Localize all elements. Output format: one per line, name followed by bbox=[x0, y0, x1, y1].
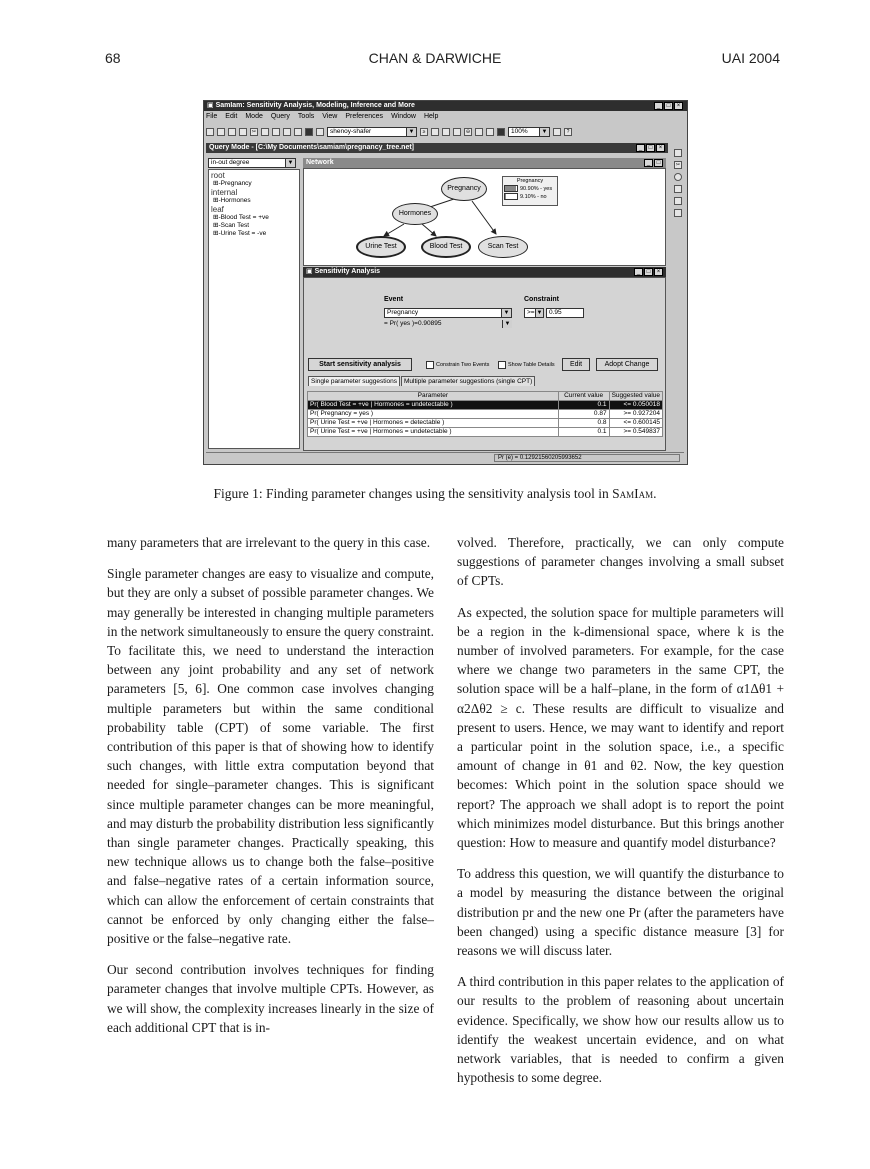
minimize-icon[interactable]: _ bbox=[634, 268, 643, 276]
left-column bbox=[107, 533, 434, 1049]
node-blood-label: Blood Test bbox=[429, 243, 463, 250]
constrain-two-events-option[interactable] bbox=[426, 361, 489, 369]
toolbar bbox=[206, 126, 684, 138]
constrain-two-events-checkbox[interactable] bbox=[426, 361, 434, 369]
ed-icon[interactable] bbox=[453, 128, 461, 136]
edge-pregnancy-scan bbox=[472, 201, 496, 234]
app-icon: ▣ bbox=[207, 102, 216, 109]
monitor-bar-yes bbox=[504, 185, 518, 192]
variable-tree bbox=[208, 169, 300, 449]
running-title: CHAN & DARWICHE bbox=[368, 50, 502, 66]
app-title: SamIam: Sensitivity Analysis, Modeling, Inference and More bbox=[215, 102, 415, 109]
menu-item[interactable]: File bbox=[206, 113, 218, 120]
chevron-down-icon: ▼ bbox=[502, 320, 512, 328]
edge-hormones-urine bbox=[384, 224, 404, 236]
paragraph: many parameters that are irrelevant to the query in this case. bbox=[107, 535, 431, 550]
table-row[interactable] bbox=[308, 410, 663, 419]
show-table-details-option[interactable] bbox=[498, 361, 555, 369]
query-window-title-bar bbox=[206, 143, 668, 153]
tree-item[interactable]: ⊞-Urine Test = -ve bbox=[213, 230, 267, 237]
new-icon[interactable] bbox=[206, 128, 214, 136]
node-scan-label: Scan Test bbox=[487, 243, 519, 250]
close-icon[interactable]: × bbox=[674, 102, 683, 110]
monitor-title: Pregnancy bbox=[516, 178, 544, 184]
maximize-icon[interactable]: □ bbox=[664, 102, 673, 110]
table-icon[interactable] bbox=[486, 128, 494, 136]
suggestions-table bbox=[307, 391, 663, 437]
network-window-controls bbox=[644, 159, 663, 167]
cut-icon[interactable]: ✂ bbox=[251, 129, 257, 135]
close-icon[interactable]: × bbox=[654, 268, 663, 276]
tree-category: leaf bbox=[211, 205, 224, 214]
cell-current: 0.8 bbox=[558, 419, 609, 428]
monitor-bar-yes-fill bbox=[505, 186, 516, 191]
cell-current: 0.1 bbox=[558, 428, 609, 437]
menu-item[interactable]: Preferences bbox=[345, 113, 384, 120]
chevron-down-icon: ▼ bbox=[285, 159, 295, 167]
menu-item[interactable]: Edit bbox=[225, 113, 238, 120]
col-suggested-value[interactable]: Suggested value bbox=[609, 392, 662, 401]
help-icon[interactable]: ? bbox=[564, 128, 572, 136]
close-icon[interactable]: × bbox=[656, 144, 665, 152]
show-table-details-checkbox[interactable] bbox=[498, 361, 506, 369]
event-label: Event bbox=[384, 296, 404, 303]
constraint-op-value: >= bbox=[527, 309, 535, 316]
link-icon[interactable] bbox=[674, 197, 682, 205]
fit-icon[interactable] bbox=[553, 128, 561, 136]
node-urine-test[interactable] bbox=[356, 236, 406, 258]
network-title: Network bbox=[306, 159, 334, 166]
sa-title: Sensitivity Analysis bbox=[314, 268, 381, 275]
constraint-op-select[interactable] bbox=[524, 308, 544, 318]
node-scan-test[interactable] bbox=[478, 236, 528, 258]
paragraph: volved. Therefore, practically, we can only compute suggestions of parameter changes involving a small subset of CPTs. bbox=[457, 535, 784, 589]
map-icon[interactable] bbox=[431, 128, 439, 136]
menu-item[interactable]: View bbox=[322, 113, 338, 120]
chevron-down-icon: ▼ bbox=[406, 128, 416, 136]
tree-category: root bbox=[211, 171, 225, 180]
table-row[interactable] bbox=[308, 428, 663, 437]
menu-item[interactable]: Window bbox=[391, 113, 416, 120]
sa-panel bbox=[303, 277, 666, 451]
col-parameter[interactable]: Parameter bbox=[308, 392, 559, 401]
table-row[interactable] bbox=[308, 419, 663, 428]
event-variable-select[interactable] bbox=[384, 308, 512, 318]
chevron-down-icon: ▼ bbox=[536, 310, 543, 316]
node-pregnancy-label: Pregnancy bbox=[447, 185, 481, 192]
table-row[interactable] bbox=[308, 401, 663, 410]
save-icon[interactable] bbox=[228, 128, 236, 136]
scissors-icon[interactable]: ✂ bbox=[675, 162, 681, 168]
pregnancy-monitor bbox=[502, 176, 558, 206]
zoom-value: 100% bbox=[511, 128, 528, 135]
reset-icon[interactable]: ⊖ bbox=[465, 129, 471, 135]
sa-title-bar bbox=[303, 267, 666, 277]
sa-window-controls bbox=[634, 268, 663, 276]
dot-icon[interactable] bbox=[674, 173, 682, 181]
cell-suggested: <= 0.600145 bbox=[609, 419, 662, 428]
constraint-value-input[interactable]: 0.95 bbox=[546, 308, 584, 318]
monitor-bar-no bbox=[504, 193, 518, 200]
cell-parameter: Pr( Urine Test = +ve | Hormones = detectable ) bbox=[308, 419, 559, 428]
delete-icon[interactable] bbox=[272, 128, 280, 136]
maximize-icon[interactable]: □ bbox=[654, 159, 663, 167]
paragraph: Single parameter changes are easy to visualize and compute, but they are only a subset of possible parameter changes. We may generally be interested in changing multiple parameters in the network simultaneously to ensure the query constraint. To facilitate this, we need to understand the interaction between any joint probability and any set of network parameters [5, 6]. One common case involves changing multiple parameters but within the same conditional probability table (CPT) of some variable. The first contribution of this paper is that of showing how to identify such changes, with little extra computation beyond that needed for single–parameter changes. This is significant since multiple parameter changes can be more meaningful, and may disturb the probability distribution less significantly than single parameter changes. Practically speaking, this new technique allows us to change both the false–positive and false–negative rates of a certain information source, which can allow the enforcement of certain constraints that cannot be enforced by only changing either the false–positive or the false–negative rate. bbox=[107, 566, 434, 947]
grid-icon[interactable] bbox=[475, 128, 483, 136]
menu-item[interactable]: Mode bbox=[245, 113, 263, 120]
chevron-down-icon: ▼ bbox=[501, 309, 511, 317]
zoom-select[interactable] bbox=[508, 127, 550, 137]
right-column bbox=[457, 533, 784, 1099]
node-hormones-label: Hormones bbox=[398, 210, 432, 217]
cell-current: 0.1 bbox=[558, 401, 609, 410]
show-table-details-label: Show Table Details bbox=[508, 362, 555, 368]
maximize-icon[interactable]: □ bbox=[646, 144, 655, 152]
tab-multiple-parameter[interactable]: Multiple parameter suggestions (single CPT) bbox=[401, 376, 535, 386]
col-current-value[interactable]: Current value bbox=[558, 392, 609, 401]
status-prob: Pr (e) = 0.12921560205993652 bbox=[494, 454, 680, 462]
venue: UAI 2004 bbox=[721, 50, 780, 66]
monitor-row-yes bbox=[504, 185, 556, 192]
doc-icon[interactable] bbox=[674, 209, 682, 217]
tree-item[interactable]: ⊞-Pregnancy bbox=[213, 180, 252, 187]
paste-icon[interactable] bbox=[261, 128, 269, 136]
undo-icon[interactable] bbox=[283, 128, 291, 136]
menu-bar bbox=[206, 113, 438, 120]
monitor-no: 9.10% - no bbox=[520, 193, 547, 200]
page-number: 68 bbox=[105, 50, 121, 66]
query-icon[interactable] bbox=[316, 128, 324, 136]
paragraph: Our second contribution involves techniques for finding parameter changes that involve multiple CPTs. However, as we will show, the complexity increases linearly in the size of each additional CPT that is in- bbox=[107, 962, 434, 1035]
tree-item[interactable]: ⊞-Hormones bbox=[213, 197, 251, 204]
cell-parameter: Pr( Urine Test = +ve | Hormones = undetectable ) bbox=[308, 428, 559, 437]
adopt-change-button[interactable]: Adopt Change bbox=[596, 358, 658, 371]
app-window-controls bbox=[654, 102, 683, 110]
event-variable-value: Pregnancy bbox=[387, 309, 419, 316]
caption-text: Figure 1: Finding parameter changes using the sensitivity analysis tool in bbox=[213, 486, 613, 501]
redo-icon[interactable] bbox=[294, 128, 302, 136]
sa-icon: ▣ bbox=[306, 268, 315, 275]
figure-caption bbox=[0, 486, 870, 502]
constrain-two-events-label: Constrain Two Events bbox=[436, 362, 490, 368]
tree-item[interactable]: ⊞-Blood Test = +ve bbox=[213, 214, 269, 221]
caption-tool-name: SamIam bbox=[612, 486, 654, 501]
status-bar bbox=[206, 452, 684, 463]
sensitivity-icon[interactable]: ≥ bbox=[420, 128, 428, 136]
maximize-icon[interactable]: □ bbox=[644, 268, 653, 276]
paragraph: As expected, the solution space for multiple parameters will be a region in the k-dimensional space, where k is the number of involved parameters. For example, for the case where we change two parameters in the same CPT, the solution space will be a half–plane, in the form of α1Δθ1 + α2Δθ2 ≥ c. These results are difficult to visualize and present to users. Hence, we may want to identify and report a particular point in the solution space, i.e., a specific amount of change in θ1 and θ2. Now, the key question becomes: Which point in the solution space should we report? The approach we shall adopt is to report the point which minimizes model disturbance. But this brings another question: How to measure and quantify model disturbance? bbox=[457, 604, 784, 851]
caption-period: . bbox=[653, 486, 657, 501]
minimize-icon[interactable]: _ bbox=[644, 159, 653, 167]
minimize-icon[interactable]: _ bbox=[654, 102, 663, 110]
algorithm-select[interactable] bbox=[327, 127, 417, 137]
monitor-bar-no-fill bbox=[505, 194, 506, 199]
open-icon[interactable] bbox=[217, 128, 225, 136]
node-hormones[interactable] bbox=[392, 203, 438, 225]
copy-icon[interactable] bbox=[239, 128, 247, 136]
tree-category: internal bbox=[211, 188, 238, 197]
network-canvas bbox=[303, 168, 666, 266]
network-title-bar bbox=[303, 158, 666, 168]
constraint-label: Constraint bbox=[524, 296, 559, 303]
start-sensitivity-button[interactable]: Start sensitivity analysis bbox=[308, 358, 412, 371]
query-window-title: Query Mode - [C:\My Documents\samiam\pregnancy_tree.net] bbox=[209, 144, 414, 151]
tab-single-parameter[interactable]: Single parameter suggestions bbox=[308, 376, 400, 386]
cell-suggested: >= 0.927204 bbox=[609, 410, 662, 419]
mpe-icon[interactable] bbox=[442, 128, 450, 136]
cell-current: 0.87 bbox=[558, 410, 609, 419]
cell-parameter: Pr( Pregnancy = yes ) bbox=[308, 410, 559, 419]
paragraph: A third contribution in this paper relates to the application of our results to the problem of reasoning about uncertain evidence. Specifically, we show how our results allow us to identify the weakest uncertain evidence, and on what network variables, that is needed to confirm a given hypothesis to some degree. bbox=[457, 974, 784, 1086]
chevron-down-icon: ▼ bbox=[539, 128, 549, 136]
query-window-controls bbox=[636, 144, 665, 152]
node-blood-test[interactable] bbox=[421, 236, 471, 258]
page-icon[interactable] bbox=[674, 149, 682, 157]
paragraph: To address this question, we will quantify the disturbance to a model by measuring the distance between the original distribution pr and the new one Pr (after the parameters have been changed) using a specific distance measure [3] for reasons we will discuss later. bbox=[457, 866, 784, 959]
cell-suggested: >= 0.549837 bbox=[609, 428, 662, 437]
minimize-icon[interactable]: _ bbox=[636, 144, 645, 152]
menu-item[interactable]: Help bbox=[423, 113, 439, 120]
box-icon[interactable] bbox=[674, 185, 682, 193]
suggestion-tabs bbox=[308, 376, 536, 386]
side-toolbar bbox=[674, 149, 682, 217]
monitor-yes: 90.90% - yes bbox=[520, 185, 553, 192]
node-urine-label: Urine Test bbox=[365, 243, 397, 250]
tree-mode-select[interactable] bbox=[208, 158, 296, 168]
cell-suggested: <= 0.050018 bbox=[609, 401, 662, 410]
event-expression[interactable] bbox=[384, 320, 512, 330]
menu-item[interactable]: Query bbox=[270, 113, 290, 120]
app-title-bar bbox=[204, 101, 687, 111]
edge-hormones-blood bbox=[422, 224, 436, 236]
cell-parameter: Pr( Blood Test = +ve | Hormones = undetectable ) bbox=[308, 401, 559, 410]
algorithm-value: shenoy-shafer bbox=[330, 128, 372, 135]
monitor-row-no bbox=[504, 193, 556, 200]
figure-screenshot bbox=[203, 100, 688, 465]
edit-button[interactable]: Edit bbox=[562, 358, 590, 371]
tree-mode-value: in-out degree bbox=[211, 159, 250, 166]
node-pregnancy[interactable] bbox=[441, 177, 487, 201]
zoom-icon[interactable] bbox=[497, 128, 505, 136]
event-expression-value: = Pr( yes )=0.90895 bbox=[384, 320, 442, 327]
menu-item[interactable]: Tools bbox=[297, 113, 315, 120]
mode-icon[interactable] bbox=[305, 128, 313, 136]
tree-item[interactable]: ⊞-Scan Test bbox=[213, 222, 250, 229]
